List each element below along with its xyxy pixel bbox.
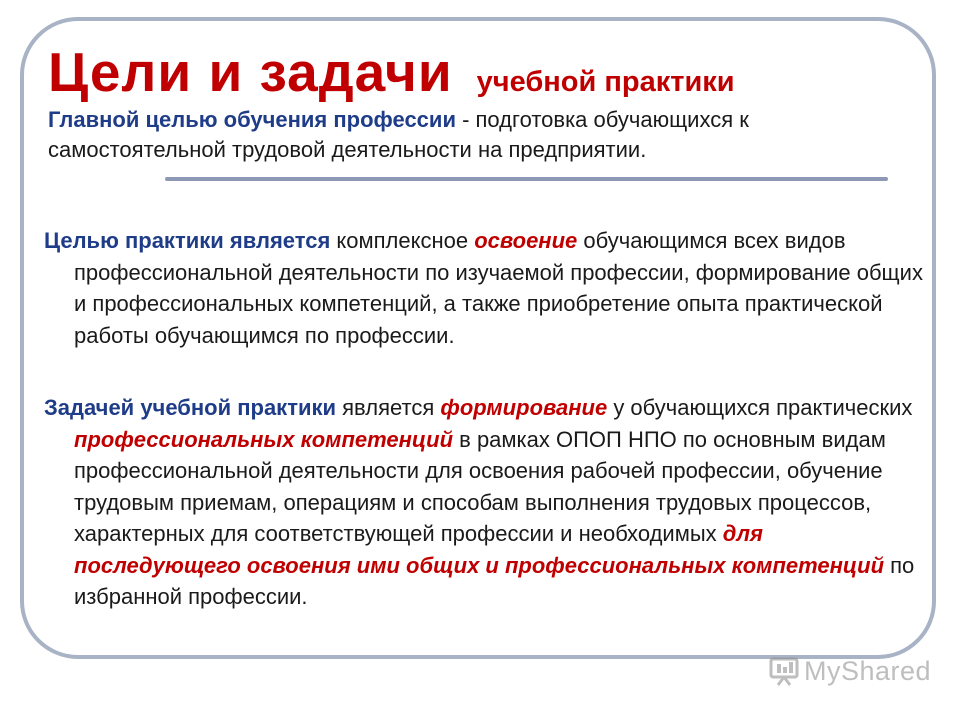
practice-goal-paragraph xyxy=(44,225,934,351)
practice-goal-lead: Целью практики является xyxy=(44,228,331,253)
practice-task-emphasis-3: для последующего освоения ими общих и профессиональных компетенций xyxy=(74,521,885,578)
practice-goal-text-1: комплексное xyxy=(330,228,475,253)
watermark xyxy=(768,655,931,687)
divider-line xyxy=(165,177,888,181)
title-subtitle: учебной практики xyxy=(476,66,735,98)
main-goal-rest: - подготовка обучающихся к самостоятельной трудовой деятельности на предприятии. xyxy=(48,107,749,162)
presentation-board-icon xyxy=(768,655,800,687)
main-goal-text xyxy=(48,105,918,165)
practice-task-paragraph xyxy=(44,392,934,613)
main-goal-lead: Главной целью обучения профессии xyxy=(48,107,456,132)
title-main: Цели и задачи xyxy=(48,41,453,103)
practice-goal-text-2: обучающимся всех видов профессиональной деятельности по изучаемой профессии, формирование общих и профессиональных компетенций, а также приобретение опыта практической работы обучающимся по профессии. xyxy=(74,228,923,348)
practice-goal-emphasis: освоение xyxy=(474,228,578,253)
practice-task-text-4: по избранной профессии. xyxy=(74,552,915,609)
practice-task-text-1: является xyxy=(336,395,441,420)
practice-task-text-3: в рамках ОПОП НПО по основным видам профессиональной деятельности для освоения рабочей профессии, обучение трудовым приемам, операциям и способам выполнения трудовых процессов, характерных для соответствующей профессии и необходимых xyxy=(74,426,886,546)
practice-task-emphasis-2: профессиональных компетенций xyxy=(74,426,454,452)
practice-task-lead: Задачей учебной практики xyxy=(44,395,337,420)
watermark-text: MyShared xyxy=(804,655,932,686)
practice-task-emphasis-1: формирование xyxy=(440,395,608,420)
slide-title xyxy=(48,40,735,104)
practice-task-text-2: у обучающихся практических xyxy=(607,395,913,420)
